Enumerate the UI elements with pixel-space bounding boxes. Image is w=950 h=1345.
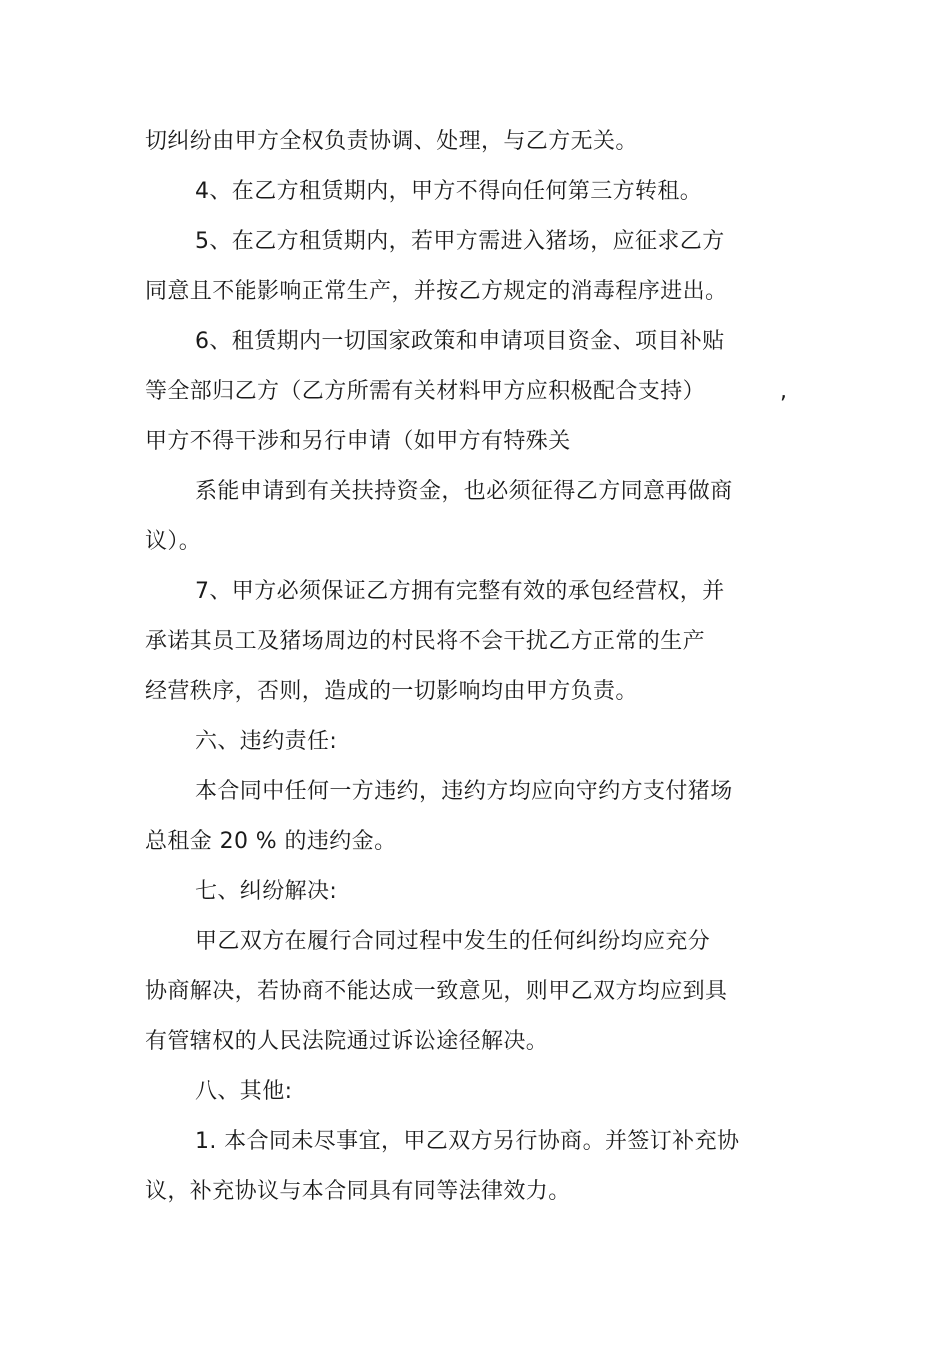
text-line-11: 承诺其员工及猪场周边的村民将不会干扰乙方正常的生产 bbox=[145, 629, 706, 654]
text-line-17: 有管辖权的人民法院通过诉讼途径解决。 bbox=[145, 1029, 549, 1054]
text-line-7: 甲方不得干涉和另行申请（如甲方有特殊关 bbox=[145, 429, 571, 454]
trailing-comma: , bbox=[780, 379, 787, 404]
text-line-6: 等全部归乙方（乙方所需有关材料甲方应积极配合支持） bbox=[145, 379, 706, 404]
text-line-3: 5、在乙方租赁期内，若甲方需进入猪场，应征求乙方 bbox=[195, 229, 725, 254]
text-line-13: 本合同中任何一方违约，违约方均应向守约方支付猪场 bbox=[195, 779, 733, 804]
text-line-1: 切纠纷由甲方全权负责协调、处理，与乙方无关。 bbox=[145, 129, 638, 154]
text-line-19: 议，补充协议与本合同具有同等法律效力。 bbox=[145, 1179, 571, 1204]
text-line-5: 6、租赁期内一切国家政策和申请项目资金、项目补贴 bbox=[195, 329, 725, 354]
text-line-2: 4、在乙方租赁期内，甲方不得向任何第三方转租。 bbox=[195, 179, 703, 204]
text-line-16: 协商解决，若协商不能达成一致意见，则甲乙双方均应到具 bbox=[145, 979, 728, 1004]
section-heading-breach: 六、违约责任: bbox=[195, 729, 338, 754]
text-line-8: 系能申请到有关扶持资金，也必须征得乙方同意再做商 bbox=[195, 479, 733, 504]
section-heading-other: 八、其他: bbox=[195, 1079, 293, 1104]
text-line-14: 总租金 20 % 的违约金。 bbox=[145, 829, 397, 854]
text-line-4: 同意且不能影响正常生产，并按乙方规定的消毒程序进出。 bbox=[145, 279, 728, 304]
text-line-10: 7、甲方必须保证乙方拥有完整有效的承包经营权，并 bbox=[195, 579, 725, 604]
text-line-18: 1. 本合同未尽事宜，甲乙双方另行协商。并签订补充协 bbox=[195, 1129, 740, 1154]
text-line-15: 甲乙双方在履行合同过程中发生的任何纠纷均应充分 bbox=[195, 929, 711, 954]
section-heading-dispute: 七、纠纷解决: bbox=[195, 879, 338, 904]
text-line-12: 经营秩序，否则，造成的一切影响均由甲方负责。 bbox=[145, 679, 638, 704]
text-line-9: 议）。 bbox=[145, 529, 202, 554]
